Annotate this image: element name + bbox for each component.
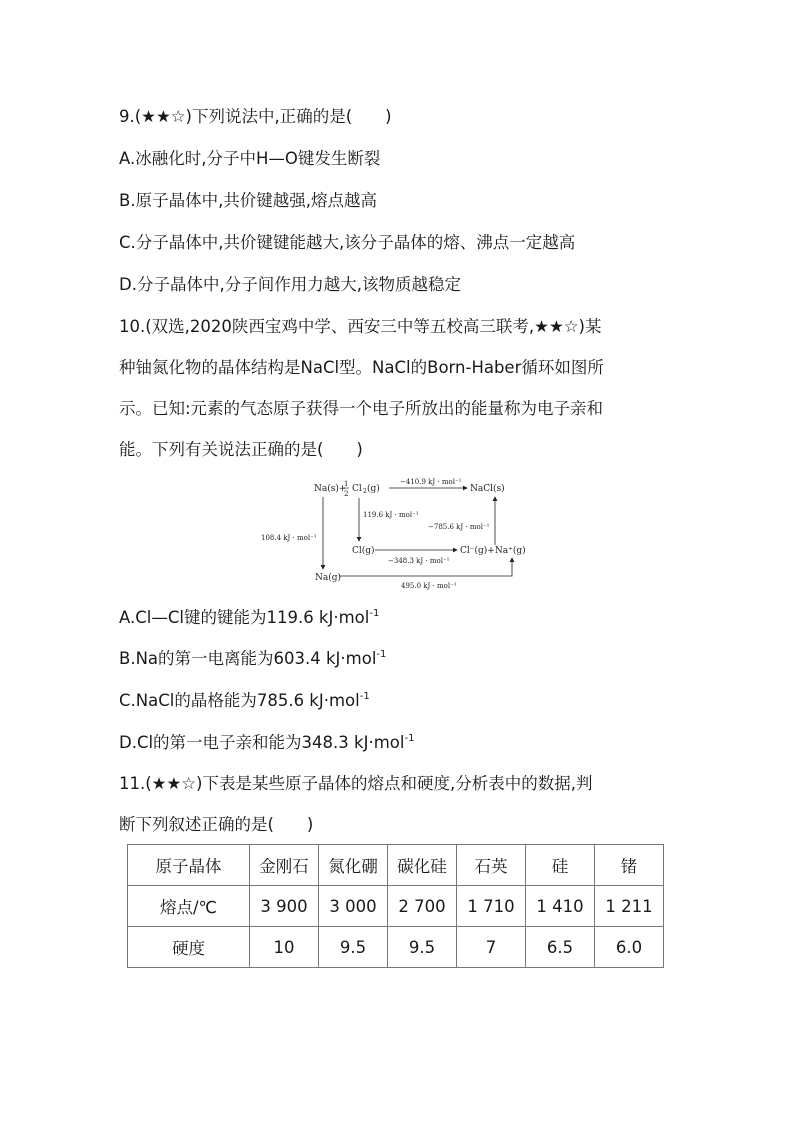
energy-ionization: 495.0 kJ · mol⁻¹	[401, 582, 457, 590]
table-header-cell: 氮化硼	[319, 845, 388, 886]
table-cell: 硬度	[128, 927, 250, 968]
energy-lattice: −785.6 kJ · mol⁻¹	[428, 523, 490, 531]
q9-option-b: B.原子晶体中,共价键越强,熔点越高	[119, 191, 378, 210]
energy-formation: −410.9 kJ · mol⁻¹	[400, 478, 462, 486]
table-header-cell: 石英	[457, 845, 526, 886]
table-cell: 熔点/℃	[128, 886, 250, 927]
q11-stem-line-2: 断下列叙述正确的是( )	[119, 815, 314, 834]
table-header-cell: 金刚石	[250, 845, 319, 886]
q10-option-b: B.Na的第一电离能为603.4 kJ·mol$^{-1}$	[119, 649, 387, 668]
born-haber-cycle-diagram	[255, 474, 545, 590]
label-cl2-sub: 2	[363, 488, 367, 495]
energy-cl-dissociation: 119.6 kJ · mol⁻¹	[363, 511, 419, 519]
label-ions: Cl⁻(g)+Na⁺(g)	[460, 546, 526, 556]
label-half-num: 1	[344, 480, 349, 488]
q9-stem: 9.(★★☆)下列说法中,正确的是( )	[119, 107, 392, 126]
energy-na-sublimation: 108.4 kJ · mol⁻¹	[261, 534, 317, 542]
table-row	[128, 886, 664, 927]
q9-option-a: A.冰融化时,分子中H—O键发生断裂	[119, 149, 381, 168]
table-cell: 2 700	[388, 886, 457, 927]
table-cell: 1 410	[526, 886, 595, 927]
q10-option-a: A.Cl—Cl键的键能为119.6 kJ·mol$^{-1}$	[119, 608, 380, 627]
table-cell: 1 710	[457, 886, 526, 927]
atomic-crystal-table	[127, 844, 664, 968]
table-cell: 6.5	[526, 927, 595, 968]
table-cell: 7	[457, 927, 526, 968]
q10-stem-line-1: 10.(双选,2020陕西宝鸡中学、西安三中等五校高三联考,★★☆)某	[119, 317, 602, 336]
energy-electron-affinity: −348.3 kJ · mol⁻¹	[388, 557, 450, 565]
table-cell: 3 000	[319, 886, 388, 927]
label-cl2-state: (g)	[367, 484, 380, 494]
table-cell: 9.5	[319, 927, 388, 968]
label-half-den: 2	[344, 490, 349, 498]
q10-stem-line-2: 种铀氮化物的晶体结构是NaCl型。NaCl的Born-Haber循环如图所	[119, 358, 604, 377]
table-header-cell: 原子晶体	[128, 845, 250, 886]
q10-option-c: C.NaCl的晶格能为785.6 kJ·mol$^{-1}$	[119, 691, 370, 710]
table-cell: 3 900	[250, 886, 319, 927]
q10-option-d: D.Cl的第一电子亲和能为348.3 kJ·mol$^{-1}$	[119, 733, 415, 752]
table-cell: 1 211	[595, 886, 664, 927]
table-cell: 6.0	[595, 927, 664, 968]
label-nacl-s: NaCl(s)	[470, 484, 505, 494]
table-header-cell: 碳化硅	[388, 845, 457, 886]
table-header-cell: 硅	[526, 845, 595, 886]
label-cl-g: Cl(g)	[352, 546, 375, 556]
q10-stem-line-3: 示。已知:元素的气态原子获得一个电子所放出的能量称为电子亲和	[119, 399, 604, 418]
label-cl2: Cl	[352, 484, 362, 494]
table-cell: 10	[250, 927, 319, 968]
table-row	[128, 927, 664, 968]
q9-option-d: D.分子晶体中,分子间作用力越大,该物质越稳定	[119, 275, 461, 294]
label-na-g: Na(g)	[315, 573, 342, 583]
q9-option-c: C.分子晶体中,共价键键能越大,该分子晶体的熔、沸点一定越高	[119, 233, 576, 252]
table-cell: 9.5	[388, 927, 457, 968]
label-na-s: Na(s)+	[314, 484, 347, 494]
table-header-row	[128, 845, 664, 886]
q10-stem-line-4: 能。下列有关说法正确的是( )	[119, 440, 363, 459]
table-header-cell: 锗	[595, 845, 664, 886]
q11-stem-line-1: 11.(★★☆)下表是某些原子晶体的熔点和硬度,分析表中的数据,判	[119, 774, 593, 793]
